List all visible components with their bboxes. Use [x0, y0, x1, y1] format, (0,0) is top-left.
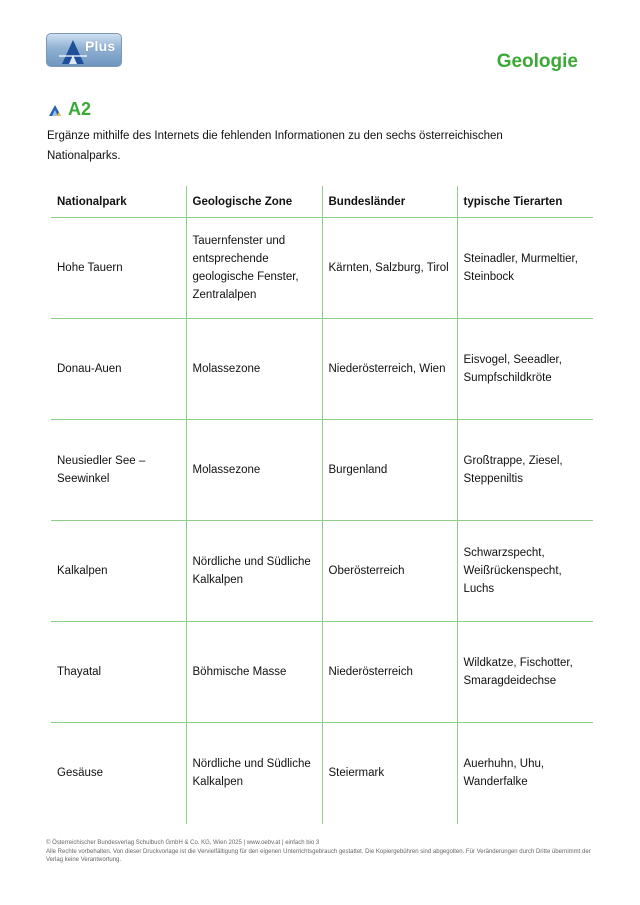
cell-geologische-zone: Böhmische Masse [186, 622, 322, 723]
footer-rights: Alle Rechte vorbehalten. Von dieser Druckvorlage ist die Vervielfältigung für den eigenen Unterrichtsgebrauch gestattet. Die Kopiergebühren sind abgegolten. Für Veränderungen durch Dritte übernimmt der Verlag keine Verantwortung. [46, 848, 591, 863]
header-tierarten: typische Tierarten [457, 186, 593, 218]
header-geologische-zone: Geologische Zone [186, 186, 322, 218]
cell-nationalpark: Thayatal [57, 666, 102, 678]
table-row [51, 622, 593, 723]
cell-bundeslaender: Steiermark [322, 723, 457, 824]
cell-nationalpark: Neusiedler See – Seewinkel [57, 455, 146, 485]
table-row [51, 218, 593, 319]
header-nationalpark: Nationalpark [57, 195, 127, 208]
cell-bundeslaender: Oberösterreich [322, 521, 457, 622]
cell-geologische-zone: Tauernfenster und entsprechende geologische Fenster, Zentralalpen [186, 218, 322, 319]
logo-label: Plus [85, 38, 116, 54]
task-label: A2 [68, 99, 92, 119]
nationalparks-table [51, 186, 593, 824]
cell-bundeslaender: Niederösterreich [322, 622, 457, 723]
cell-tierarten: Auerhuhn, Uhu, Wanderfalke [457, 723, 593, 824]
cell-geologische-zone: Molassezone [186, 420, 322, 521]
cell-nationalpark: Donau-Auen [57, 363, 122, 375]
cell-tierarten: Wildkatze, Fischotter, Smaragdeidechse [457, 622, 593, 723]
cell-tierarten: Großtrappe, Ziesel, Steppeniltis [457, 420, 593, 521]
footer [46, 839, 606, 865]
table-row [51, 723, 593, 824]
table-row [51, 521, 593, 622]
cell-bundeslaender: Burgenland [322, 420, 457, 521]
plus-logo [46, 33, 122, 67]
cell-geologische-zone: Molassezone [186, 319, 322, 420]
cell-bundeslaender: Niederösterreich, Wien [322, 319, 457, 420]
table-header-row [51, 186, 593, 218]
cell-bundeslaender: Kärnten, Salzburg, Tirol [322, 218, 457, 319]
cell-nationalpark: Kalkalpen [57, 565, 108, 577]
cell-geologische-zone: Nördliche und Südliche Kalkalpen [186, 723, 322, 824]
task-instruction: Ergänze mithilfe des Internets die fehlenden Informationen zu den sechs österreichischen Nationalparks. [47, 130, 503, 162]
subject-title: Geologie [496, 51, 578, 72]
cell-tierarten: Schwarzspecht, Weißrückenspecht, Luchs [457, 521, 593, 622]
table-row [51, 319, 593, 420]
footer-copyright: © Österreichischer Bundesverlag Schulbuch GmbH & Co. KG, Wien 2025 | www.oebv.at | einfach bio 3 [46, 840, 320, 846]
cell-nationalpark: Hohe Tauern [57, 262, 123, 274]
cell-tierarten: Steinadler, Murmeltier, Steinbock [457, 218, 593, 319]
table-row [51, 420, 593, 521]
task-triangle-icon [48, 104, 62, 117]
header-bundeslaender: Bundesländer [322, 186, 457, 218]
cell-nationalpark: Gesäuse [57, 767, 104, 780]
cell-geologische-zone: Nördliche und Südliche Kalkalpen [186, 521, 322, 622]
cell-tierarten: Eisvogel, Seeadler, Sumpfschildkröte [457, 319, 593, 420]
